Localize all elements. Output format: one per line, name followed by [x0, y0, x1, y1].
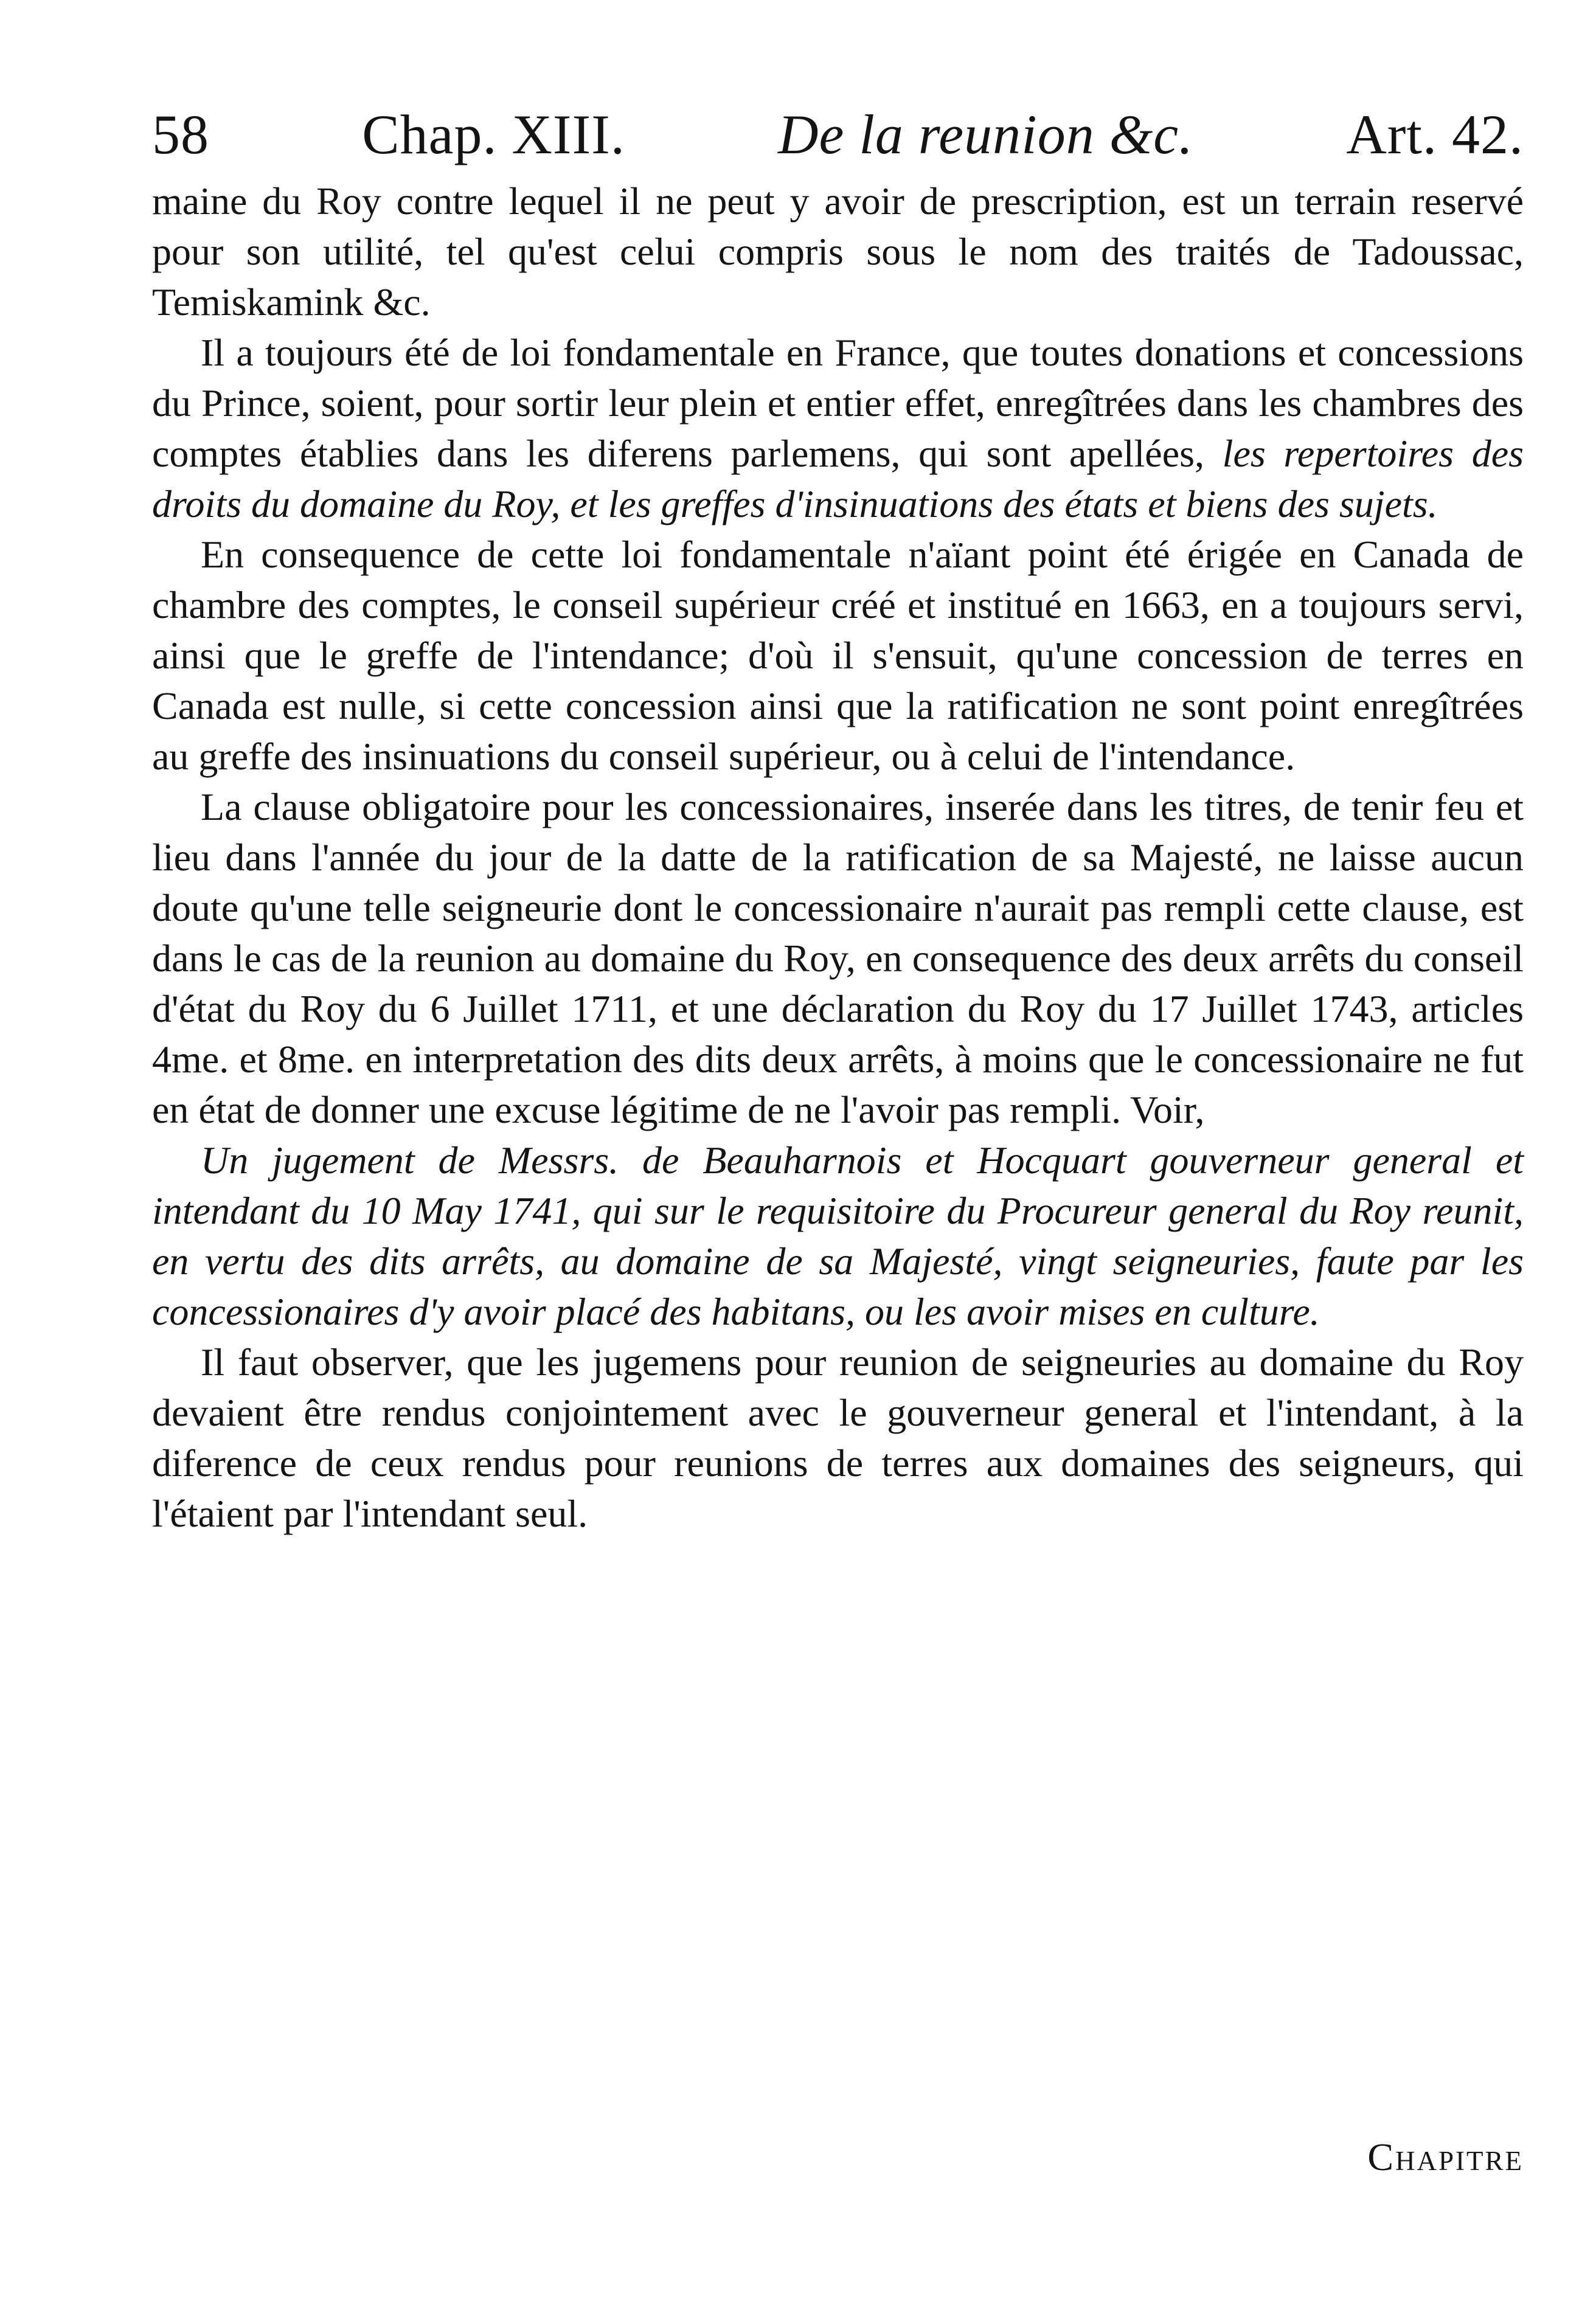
running-title: De la reunion &c.	[778, 103, 1194, 165]
chapter-heading: Chap. XIII.	[362, 103, 625, 165]
italic-citation: les repertoires des droits du domaine du Roy, et les greffes d'insinuations des états et biens des sujets.	[152, 432, 1524, 525]
body-text	[152, 176, 1524, 1539]
paragraph-continuation: maine du Roy contre lequel il ne peut y avoir de prescription, est un terrain reservé pour son utilité, tel qu'est celui compris sous le nom des traités de Tadoussac, Temiskamink &c.	[152, 179, 1524, 324]
article-number: Art. 42.	[1346, 103, 1524, 165]
paragraph-judgement: Un jugement de Messrs. de Beauharnois et Hocquart gouverneur general et intendant du 10 May 1741, qui sur le requisitoire du Procureur general du Roy reunit, en vertu des dits arrêts, au domaine de sa Majesté, vingt seigneuries, faute par les concessionaires d'y avoir placé des habitans, ou les avoir mises en culture.	[152, 1139, 1524, 1333]
book-page	[152, 103, 1524, 2205]
paragraph-consequence: En consequence de cette loi fondamentale n'aïant point été érigée en Canada de chambre des comptes, le conseil supérieur créé et institué en 1663, en a toujours servi, ainsi que le greffe de l'intendance; d'où il s'ensuit, qu'une concession de terres en Canada est nulle, si cette concession ainsi que la ratification ne sont point enregîtrées au greffe des insinuations du conseil supérieur, ou à celui de l'intendance.	[152, 533, 1524, 778]
page-number: 58	[152, 103, 209, 165]
running-head	[152, 103, 1524, 165]
paragraph-fundamental-law: Il a toujours été de loi fondamentale en France, que toutes donations et concessions du Prince, soient, pour sortir leur plein et entier effet, enregîtrées dans les chambres des comptes établies dans les diferens parlemens, qui sont apellées, les repertoires des droits du domaine du Roy, et les greffes d'insinuations des états et biens des sujets.	[152, 331, 1524, 525]
paragraph-observation: Il faut observer, que les jugemens pour reunion de seigneuries au domaine du Roy devaient être rendus conjointement avec le gouverneur general et l'intendant, à la diference de ceux rendus pour reunions de terres aux domaines des seigneurs, qui l'étaient par l'intendant seul.	[152, 1340, 1524, 1535]
paragraph-obligatory-clause: La clause obligatoire pour les concessionaires, inserée dans les titres, de tenir feu et lieu dans l'année du jour de la datte de la ratification de sa Majesté, ne laisse aucun doute qu'une telle seigneurie dont le concessionaire n'aurait pas rempli cette clause, est dans le cas de la reunion au domaine du Roy, en consequence des deux arrêts du conseil d'état du Roy du 6 Juillet 1711, et une déclaration du Roy du 17 Juillet 1743, articles 4me. et 8me. en interpretation des dits deux arrêts, à moins que le concessionaire ne fut en état de donner une excuse légitime de ne l'avoir pas rempli. Voir,	[152, 785, 1524, 1131]
catchword: Chapitre	[1367, 2135, 1524, 2179]
